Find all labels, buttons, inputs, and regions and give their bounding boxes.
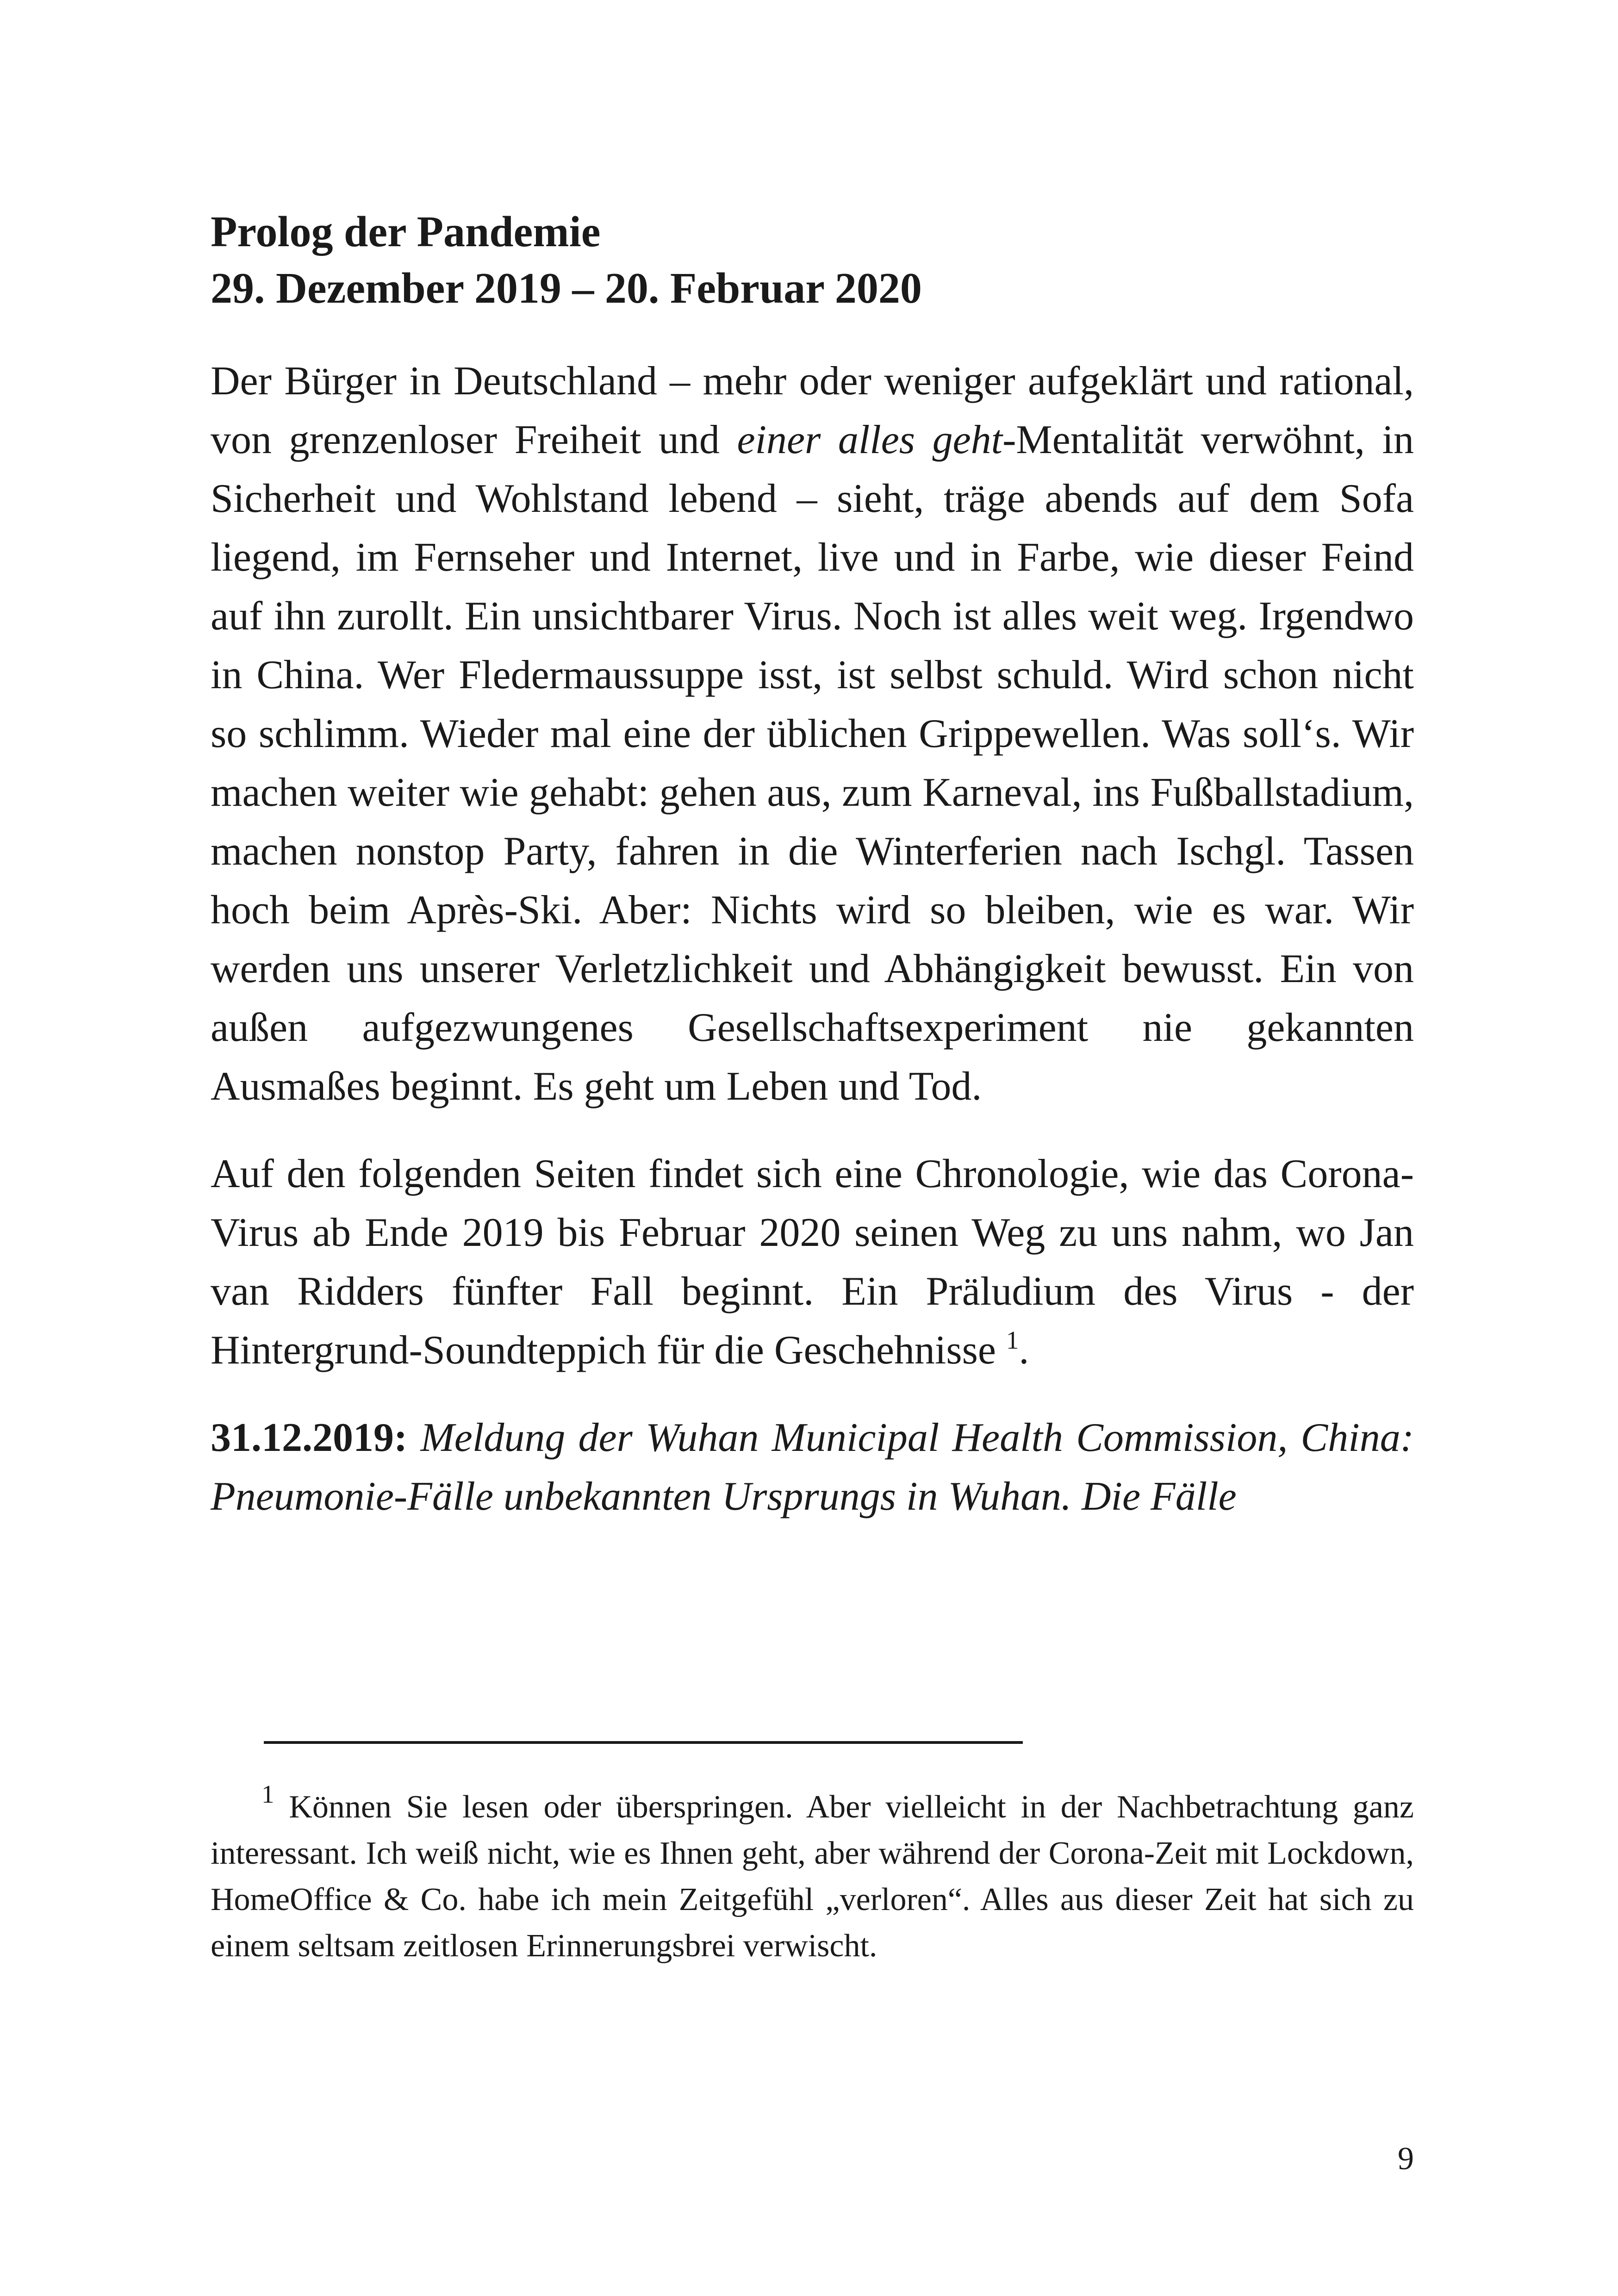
chapter-title: Prolog der Pandemie — [211, 208, 601, 256]
intro-paragraph — [211, 352, 1414, 1116]
footnote-text: Können Sie lesen oder überspringen. Aber vielleicht in der Nachbetrachtung ganz interessant. Ich weiß nicht, wie es Ihnen geht, aber während der Corona-Zeit mit Lockdown, HomeOffice & Co. habe ich mein Zeitgefühl „verloren“. Alles aus dieser Zeit hat sich zu einem seltsam zeitlosen Erinnerungsbrei verwischt. — [211, 1789, 1414, 1964]
intro-text-end: -Mentalität verwöhnt, in Sicherheit und Wohlstand lebend – sieht, träge abends auf dem Sofa liegend, im Fernseher und Internet, live und in Farbe, wie dieser Feind auf ihn zurollt. Ein unsichtbarer Virus. Noch ist alles weit weg. Irgendwo in China. Wer Fledermaussuppe isst, ist selbst schuld. Wird schon nicht so schlimm. Wieder mal eine der üblichen Grippewellen. Was soll‘s. Wir machen weiter wie gehabt: gehen aus, zum Karneval, ins Fußballstadium, machen nonstop Party, fahren in die Winterferien nach Ischgl. Tassen hoch beim Après-Ski. Aber: Nichts wird so bleiben, wie es war. Wir werden uns unserer Verletzlichkeit und Abhängigkeit bewusst. Ein von außen aufgezwungenes Gesellschaftsexperiment nie gekannten Ausmaßes beginnt. Es geht um Leben und Tod. — [211, 417, 1414, 1109]
footnote-reference: 1 — [1006, 1326, 1019, 1354]
intro-italic-phrase: einer alles geht — [737, 417, 1003, 462]
chapter-body — [211, 352, 1414, 1555]
footnote — [211, 1780, 1414, 1969]
book-page — [211, 0, 1414, 2296]
chapter-heading — [211, 204, 1414, 317]
chronology-intro-text: Auf den folgenden Seiten findet sich eine Chronologie, wie das Corona-Virus ab Ende 2019 bis Februar 2020 seinen Weg zu uns nahm, wo Jan van Ridders fünfter Fall beginnt. Ein Präludium des Virus - der Hintergrund-Soundteppich für die Geschehnisse — [211, 1151, 1414, 1373]
footnote-divider — [264, 1741, 1023, 1744]
intro-text-start: Der Bürger in Deutschland – mehr oder weniger aufgeklärt und rational, von grenzenloser Freiheit und — [211, 359, 1414, 462]
entry-date: 31.12.2019: — [211, 1415, 408, 1460]
entry-text: Meldung der Wuhan Municipal Health Commission, China: Pneumonie-Fälle unbekannten Ursprungs in Wuhan. Die Fälle — [211, 1415, 1414, 1519]
footnote-marker: 1 — [261, 1780, 274, 1808]
chapter-date-range: 29. Dezember 2019 – 20. Februar 2020 — [211, 264, 922, 312]
footnote-marker-wrap — [211, 1780, 274, 1825]
chronology-intro-end: . — [1019, 1328, 1029, 1373]
chronology-intro-paragraph — [211, 1145, 1414, 1380]
chronology-entry — [211, 1408, 1414, 1526]
page-number: 9 — [1398, 2141, 1414, 2177]
